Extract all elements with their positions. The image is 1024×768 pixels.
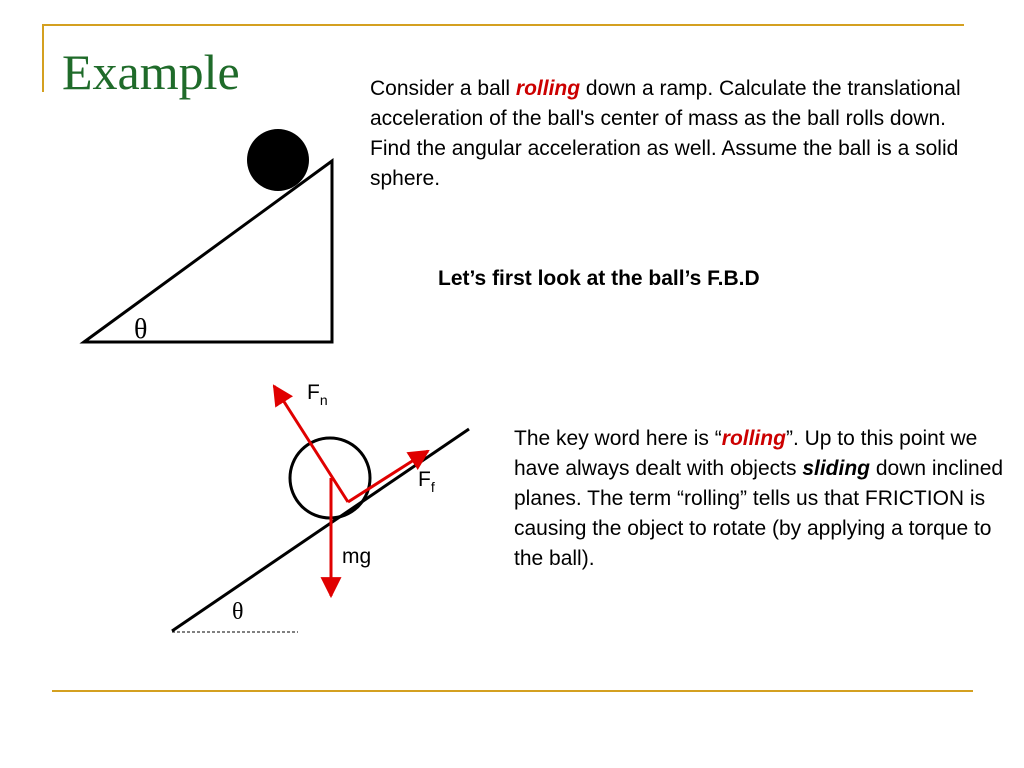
problem-text-end: down a ramp. Calculate the translational acceleration of the ball's center of mass as the ball rolls down. Find the angular acceleration as well. Assume the ball is a solid sphere. xyxy=(370,77,961,190)
weight-label: mg xyxy=(342,545,372,568)
ramp-triangle xyxy=(84,161,332,342)
open-quote: “ xyxy=(714,427,722,450)
explanation-rolling-emphasis: rolling xyxy=(721,427,786,450)
close-quote: ” xyxy=(785,427,793,450)
ramp-figure xyxy=(84,129,332,345)
problem-rolling-emphasis: rolling xyxy=(515,77,581,100)
explanation-sliding-emphasis: sliding xyxy=(802,457,870,480)
problem-text-start: Consider a ball xyxy=(370,77,516,100)
explanation-text xyxy=(514,424,1004,574)
fbd-figure xyxy=(172,381,469,632)
explanation-part2: . Up to this point we have always dealt with objects xyxy=(514,427,978,480)
ramp-ball xyxy=(247,129,309,191)
ramp-angle-label: θ xyxy=(134,314,148,345)
explanation-part3: down inclined planes. The term “rolling” tells us that FRICTION is causing the object to rotate (by applying a torque to the ball). xyxy=(514,457,1004,570)
fbd-angle-label: θ xyxy=(232,599,244,625)
slide-title: Example xyxy=(62,44,240,100)
normal-force-label: $F_n$ xyxy=(307,381,328,408)
friction-force-arrow xyxy=(348,451,428,502)
fbd-note: Let’s first look at the ball’s F.B.D xyxy=(438,267,760,290)
friction-force-label: $F_f$ xyxy=(418,468,435,495)
explanation-part1: The key word here is xyxy=(514,427,715,450)
